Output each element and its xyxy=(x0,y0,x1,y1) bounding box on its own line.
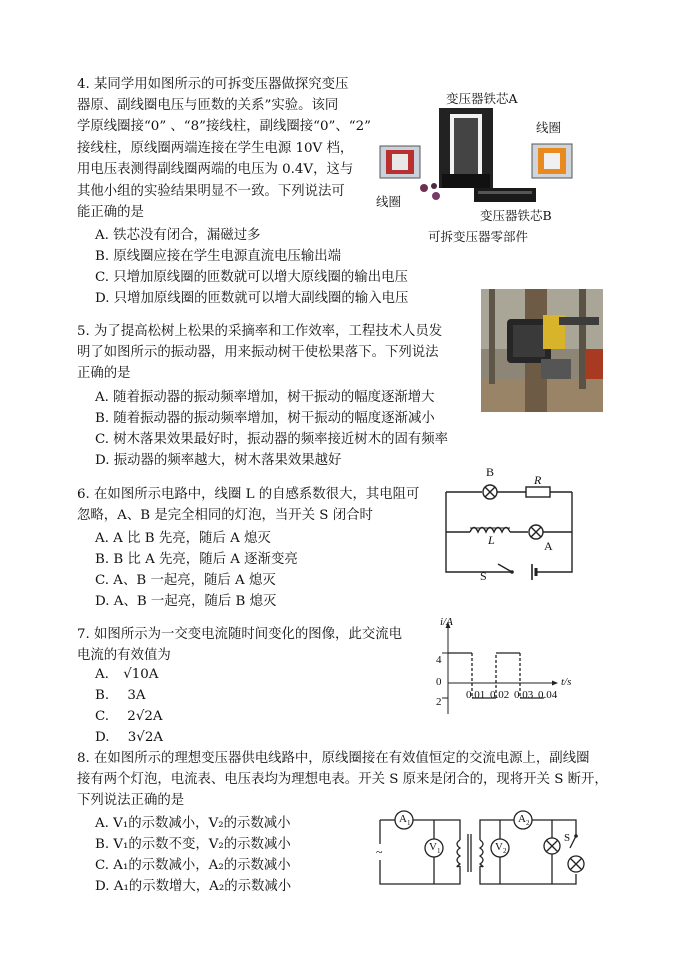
tree-shaker-image xyxy=(481,289,603,412)
q7-xlabel: t/s xyxy=(561,676,572,688)
q7-option-d-letter: D. xyxy=(95,730,110,745)
q6-label-s: S xyxy=(480,569,487,583)
q6-line-1: 6. 在如图所示电路中，线圈 L 的自感系数很大，其电阻可 xyxy=(77,487,420,502)
q4-label-core-b: 变压器铁芯B xyxy=(480,208,552,223)
q7-current-chart xyxy=(430,618,590,718)
q8-line-1: 8. 在如图所示的理想变压器供电线路中，原线圈接在有效值恒定的交流电源上，副线圈 xyxy=(77,751,590,766)
q5-line-2: 明了如图所示的振动器，用来振动树干使松果落下。下列说法 xyxy=(77,345,439,360)
q7-option-b-letter: B. xyxy=(95,688,110,703)
q7-ytick-2: 2 xyxy=(436,696,442,708)
q7-xtick-003: 0.03 xyxy=(514,689,534,701)
q7-chart-svg xyxy=(430,618,590,718)
q5-option-d: D. 振动器的频率越大，树木落果效果越好 xyxy=(95,453,342,468)
q4-option-a: A. 铁芯没有闭合，漏磁过多 xyxy=(95,228,261,243)
q7-option-c xyxy=(95,709,163,724)
q7-option-b xyxy=(95,688,146,703)
q7-xtick-004: 0.04 xyxy=(538,689,558,701)
q7-ytick-0: 0 xyxy=(436,676,442,688)
q8-option-c: C. A₁的示数减小，A₂的示数减小 xyxy=(95,858,291,873)
q5-option-a: A. 随着振动器的振动频率增加，树干振动的幅度逐渐增大 xyxy=(95,390,435,405)
q5-line-1: 5. 为了提高松树上松果的采摘率和工作效率，工程技术人员发 xyxy=(77,324,443,339)
q5-option-b: B. 随着振动器的振动频率增加，树干振动的幅度逐渐减小 xyxy=(95,411,435,426)
q4-label-coil-left: 线圈 xyxy=(376,194,402,209)
q4-line-7: 能正确的是 xyxy=(77,205,144,220)
q6-option-a: A. A 比 B 先亮，随后 A 熄灭 xyxy=(95,531,271,546)
q7-line-1: 7. 如图所示为一交变电流随时间变化的图像，此交流电 xyxy=(77,627,403,642)
q8-meter-v2: $V_2$ xyxy=(495,841,507,856)
q4-line-6: 其他小组的实验结果明显不一致。下列说法可 xyxy=(77,184,345,199)
q6-line-2: 忽略，A、B 是完全相同的灯泡，当开关 S 闭合时 xyxy=(77,508,373,523)
q8-meter-v2-letter: V xyxy=(495,841,503,853)
q8-meter-v1-letter: V xyxy=(429,841,437,853)
q5-tree-shaker-photo xyxy=(481,289,603,412)
q7-option-a-value: √10A xyxy=(123,667,159,682)
q4-line-5: 用电压表测得副线圈两端的电压为 0.4V，这与 xyxy=(77,162,354,177)
q4-line-4: 接线柱，原线圈两端连接在学生电源 10V 档， xyxy=(77,141,354,156)
q7-ylabel: i/A xyxy=(440,616,453,628)
q4-label-coil-right: 线圈 xyxy=(536,120,562,135)
q8-meter-a2: $A_2$ xyxy=(518,813,530,828)
q7-option-d xyxy=(95,730,163,745)
self-inductance-circuit xyxy=(440,470,590,588)
q4-figure-caption: 可拆变压器零部件 xyxy=(428,229,529,244)
q7-option-a-letter: A. xyxy=(95,667,109,682)
q6-option-d: D. A、B 一起亮，随后 B 熄灭 xyxy=(95,594,277,609)
q7-option-c-letter: C. xyxy=(95,709,110,724)
q8-meter-a2-letter: A xyxy=(518,813,526,825)
q8-meter-a1: $A_1$ xyxy=(399,813,411,828)
q7-ytick-4: 4 xyxy=(436,654,442,666)
q4-line-2: 器原、副线圈电压与匝数的关系”实验。该同 xyxy=(77,98,339,113)
q7-line-2: 电流的有效值为 xyxy=(77,648,171,663)
q4-label-core-a: 变压器铁芯A xyxy=(446,91,518,106)
q8-meter-a1-letter: A xyxy=(399,813,407,825)
q7-option-b-value: 3A xyxy=(127,688,146,703)
q7-xtick-002: 0.02 xyxy=(490,689,510,701)
q7-option-c-value: 2√2A xyxy=(127,709,163,724)
q7-option-a xyxy=(95,667,158,682)
q8-option-a: A. V₁的示数减小，V₂的示数减小 xyxy=(95,816,291,831)
q4-line-1: 4. 某同学用如图所示的可拆变压器做探究变压 xyxy=(77,77,349,92)
q8-transformer-circuit xyxy=(376,800,594,892)
q6-label-a: A xyxy=(544,539,553,553)
q8-option-d: D. A₁的示数增大，A₂的示数减小 xyxy=(95,879,292,894)
q8-line-3: 下列说法正确的是 xyxy=(77,793,185,808)
q4-line-3: 学原线圈接“0” 、“8”接线柱，副线圈接“0”、“2” xyxy=(77,119,371,134)
q8-line-2: 接有两个灯泡，电流表、电压表均为理想电表。开关 S 原来是闭合的，现将开关 S 断开， xyxy=(77,772,608,787)
q6-option-c: C. A、B 一起亮，随后 A 熄灭 xyxy=(95,573,276,588)
q7-option-d-value: 3√2A xyxy=(127,730,164,745)
q4-option-c: C. 只增加原线圈的匝数就可以增大原线圈的输出电压 xyxy=(95,270,408,285)
q6-label-r: R xyxy=(534,473,542,487)
q8-meter-v1: $V_1$ xyxy=(429,841,441,856)
q4-option-d: D. 只增加原线圈的匝数就可以增大副线圈的输入电压 xyxy=(95,291,409,306)
q8-option-b: B. V₁的示数不变，V₂的示数减小 xyxy=(95,837,291,852)
q4-option-b: B. 原线圈应接在学生电源直流电压输出端 xyxy=(95,249,341,264)
q5-option-c: C. 树木落果效果最好时，振动器的频率接近树木的固有频率 xyxy=(95,432,449,447)
q8-ac-source-symbol: ~ xyxy=(376,845,383,859)
q6-option-b: B. B 比 A 先亮，随后 A 逐渐变亮 xyxy=(95,552,298,567)
q4-transformer-figure xyxy=(376,88,588,248)
q6-circuit-diagram xyxy=(440,465,590,588)
q8-label-s: S xyxy=(564,832,571,844)
q7-xtick-001: 0.01 xyxy=(466,689,486,701)
q6-label-l: L xyxy=(488,533,495,547)
q5-line-3: 正确的是 xyxy=(77,366,131,381)
q6-label-b: B xyxy=(486,465,495,479)
